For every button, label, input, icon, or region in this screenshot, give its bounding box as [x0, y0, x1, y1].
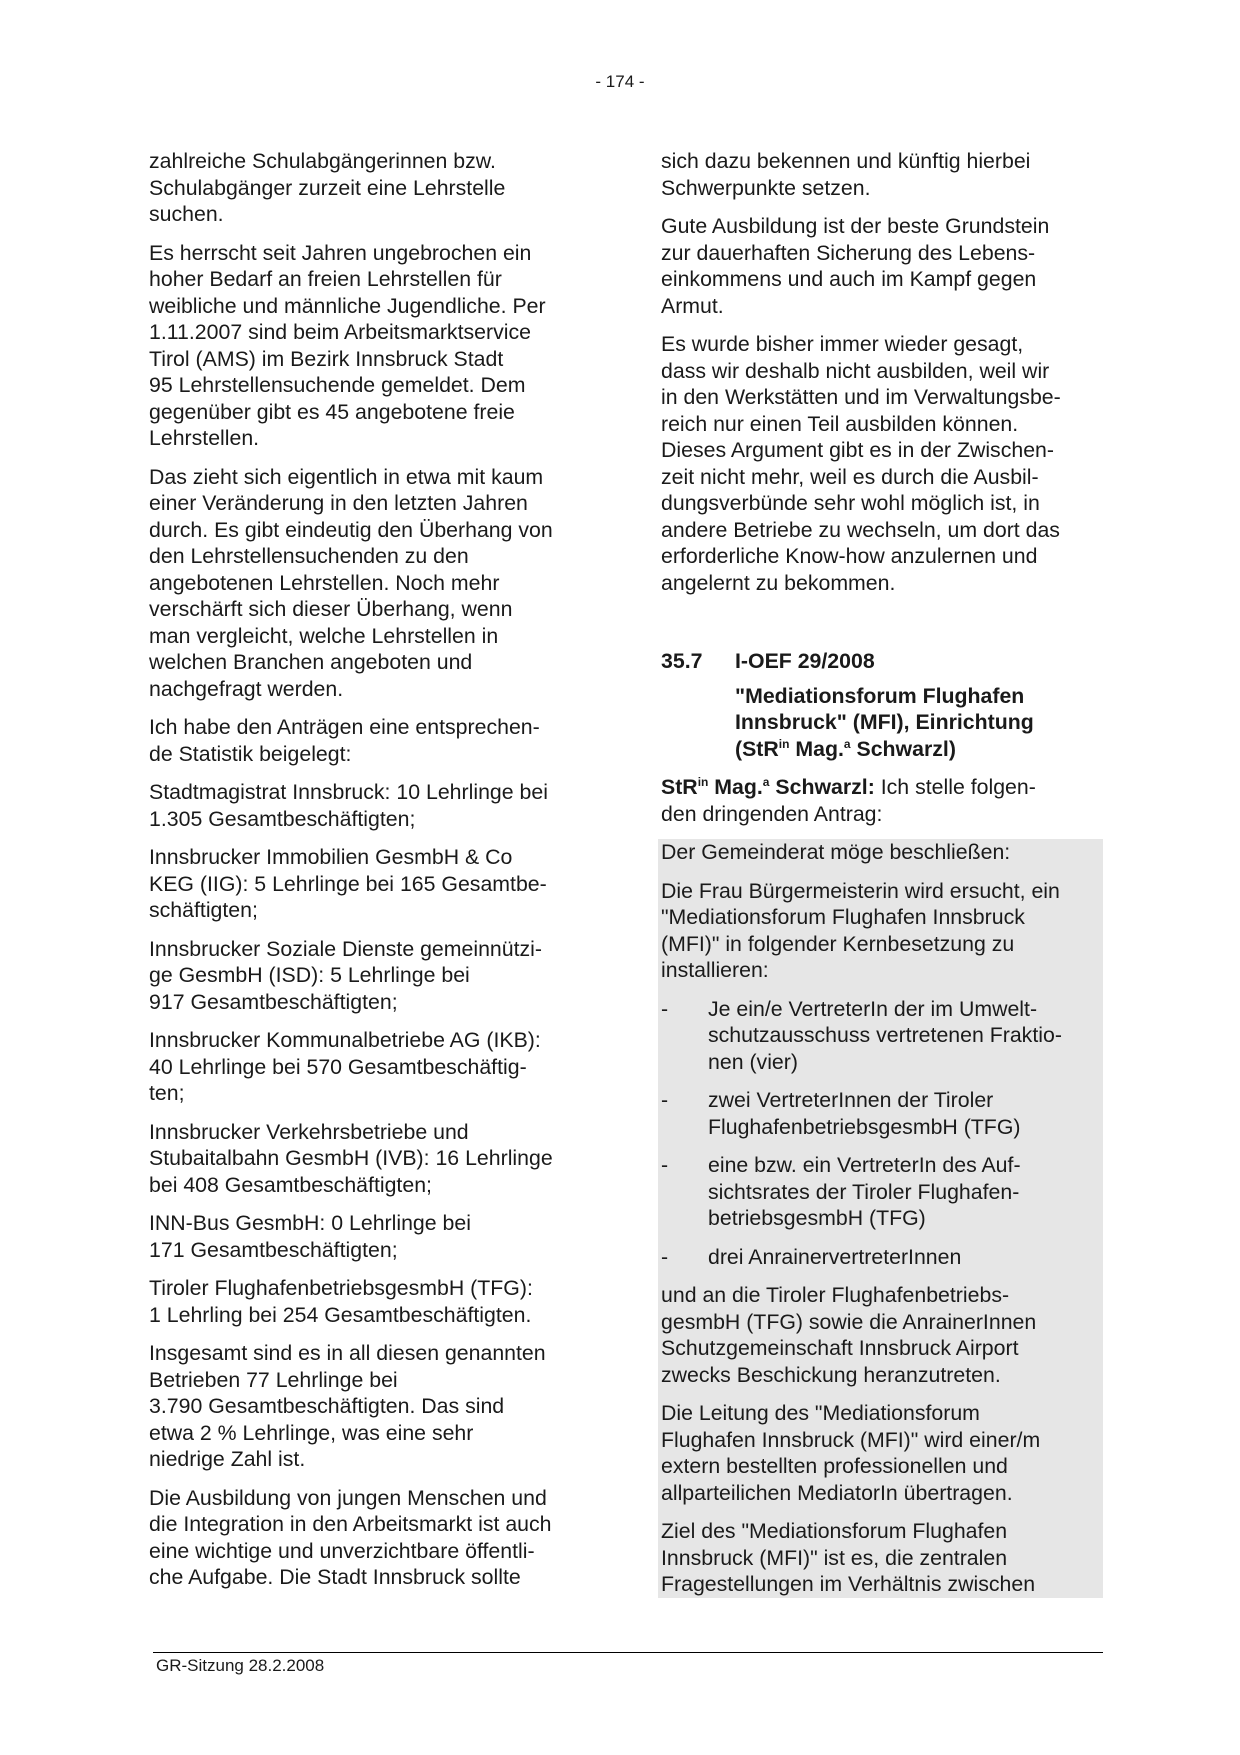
footer-divider: [153, 1652, 1103, 1653]
paragraph: Es herrscht seit Jahren ungebrochen ein hoher Bedarf an freien Lehrstellen für weibliche und männliche Jugendliche. Per 1.11.2007 sind beim Arbeitsmarktservice Tirol (AMS) im Bezirk Innsbruck Stadt 95 Lehrstellensuchende gemeldet. Dem gegenüber gibt es 45 angebotene freie Lehrstellen.: [149, 240, 546, 450]
statistic-entry: Tiroler FlughafenbetriebsgesmbH (TFG): 1 Lehrling bei 254 Gesamtbeschäftigten.: [149, 1276, 533, 1327]
speaker-name: StR$^{in}$ Mag.$^a$ Schwarzl:: [661, 774, 875, 799]
bullet-dash: -: [661, 1088, 669, 1112]
section-heading: [661, 648, 1103, 675]
list-item: [661, 1087, 1099, 1140]
motion-paragraph: und an die Tiroler Flughafenbetriebs- gesmbH (TFG) sowie die AnrainerInnen Schutzgemeinschaft Innsbruck Airport zwecks Beschickung heranzutreten.: [661, 1283, 1037, 1387]
motion-lead: Die Frau Bürgermeisterin wird ersucht, ein "Mediationsforum Flughafen Innsbruck (MFI)" in folgender Kernbesetzung zu installieren:: [661, 878, 1060, 982]
list-item-text: drei AnrainervertreterInnen: [708, 1244, 962, 1269]
paragraph: Es wurde bisher immer wieder gesagt, dass wir deshalb nicht ausbilden, weil wir in den Werkstätten und im Verwaltungsbe- reich nur einen Teil ausbilden können. Dieses Argument gibt es in der Zwischen- zeit nicht mehr, weil es durch die Ausbil- dungsverbünde sehr wohl möglich ist, in andere Betriebe zu wechseln, um dort das erforderliche Know-how anzulernen und angelernt zu bekommen.: [661, 332, 1061, 595]
motion-text-box: [658, 839, 1103, 1598]
motion-paragraph: Ziel des "Mediationsforum Flughafen Innsbruck (MFI)" ist es, die zentralen Fragestellungen im Verhältnis zwischen: [661, 1519, 1036, 1596]
statistic-entry: INN-Bus GesmbH: 0 Lehrlinge bei 171 Gesamtbeschäftigten;: [149, 1211, 471, 1262]
paragraph: Insgesamt sind es in all diesen genannten Betrieben 77 Lehrlinge bei 3.790 Gesamtbeschäftigten. Das sind etwa 2 % Lehrlinge, was eine sehr niedrige Zahl ist.: [149, 1341, 546, 1471]
paragraph: Gute Ausbildung ist der beste Grundstein zur dauerhaften Sicherung des Lebens- einkommens und auch im Kampf gegen Armut.: [661, 214, 1050, 318]
section-code: I-OEF 29/2008: [735, 649, 875, 673]
statistic-entry: Innsbrucker Verkehrsbetriebe und Stubaitalbahn GesmbH (IVB): 16 Lehrlinge bei 408 Gesamtbeschäftigten;: [149, 1119, 553, 1197]
section-title-line: Innsbruck" (MFI), Einrichtung: [735, 710, 1034, 734]
list-item: [661, 1152, 1099, 1232]
motion-paragraph: Die Leitung des "Mediationsforum Flughafen Innsbruck (MFI)" wird einer/m extern bestellten professionellen und allparteilichen MediatorIn übertragen.: [661, 1401, 1041, 1505]
section-title-line: (StR$^{in}$ Mag.$^a$ Schwarzl): [735, 736, 956, 761]
statistic-entry: Innsbrucker Immobilien GesmbH & Co KEG (IIG): 5 Lehrlinge bei 165 Gesamtbe- schäftigten;: [149, 845, 547, 922]
list-item-text: Je ein/e VertreterIn der im Umwelt- schutzausschuss vertretenen Fraktio- nen (vier): [708, 996, 1062, 1074]
left-column: [149, 148, 594, 1603]
bullet-dash: -: [661, 1244, 669, 1269]
motion-intro: Der Gemeinderat möge beschließen:: [661, 840, 1011, 864]
statistic-entry: Stadtmagistrat Innsbruck: 10 Lehrlinge bei 1.305 Gesamtbeschäftigten;: [149, 780, 548, 831]
list-item-text: eine bzw. ein VertreterIn des Auf- sichtsrates der Tiroler Flughafen- betriebsgesmbH (TFG): [708, 1153, 1021, 1230]
statistic-entry: Innsbrucker Soziale Dienste gemeinnützi- ge GesmbH (ISD): 5 Lehrlinge bei 917 Gesamtbeschäftigten;: [149, 936, 543, 1014]
speaker-statement: StR$^{in}$ Mag.$^a$ Schwarzl: Ich stelle folgen- den dringenden Antrag:: [661, 774, 1036, 826]
paragraph: Die Ausbildung von jungen Menschen und die Integration in den Arbeitsmarkt ist auch eine wichtige und unverzichtbare öffentli- che Aufgabe. Die Stadt Innsbruck sollte: [149, 1485, 552, 1589]
page-number: - 174 -: [595, 72, 645, 91]
section-title-line: "Mediationsforum Flughafen: [735, 683, 1025, 708]
list-item-text: zwei VertreterInnen der Tiroler FlughafenbetriebsgesmbH (TFG): [708, 1088, 1021, 1139]
footer-session-label: GR-Sitzung 28.2.2008: [156, 1656, 325, 1675]
paragraph: zahlreiche Schulabgängerinnen bzw. Schulabgänger zurzeit eine Lehrstelle suchen.: [149, 149, 506, 226]
bullet-dash: -: [661, 996, 669, 1021]
list-item: [661, 1244, 1099, 1271]
statistic-entry: Innsbrucker Kommunalbetriebe AG (IKB): 40 Lehrlinge bei 570 Gesamtbeschäftig- ten;: [149, 1028, 541, 1105]
right-column: [661, 148, 1103, 1598]
section-number: 35.7: [661, 649, 703, 673]
bullet-dash: -: [661, 1153, 669, 1177]
paragraph: Das zieht sich eigentlich in etwa mit kaum einer Veränderung in den letzten Jahren durch. Es gibt eindeutig den Überhang von den Lehrstellensuchenden zu den angebotenen Lehrstellen. Noch mehr verschärft sich dieser Überhang, wenn man vergleicht, welche Lehrstellen in welchen Branchen angeboten und nachgefragt werden.: [149, 464, 553, 701]
paragraph: Ich habe den Anträgen eine entsprechen- de Statistik beigelegt:: [149, 715, 540, 766]
list-item: [661, 996, 1099, 1076]
section-title: [735, 683, 1103, 763]
paragraph: sich dazu bekennen und künftig hierbei Schwerpunkte setzen.: [661, 149, 1031, 200]
